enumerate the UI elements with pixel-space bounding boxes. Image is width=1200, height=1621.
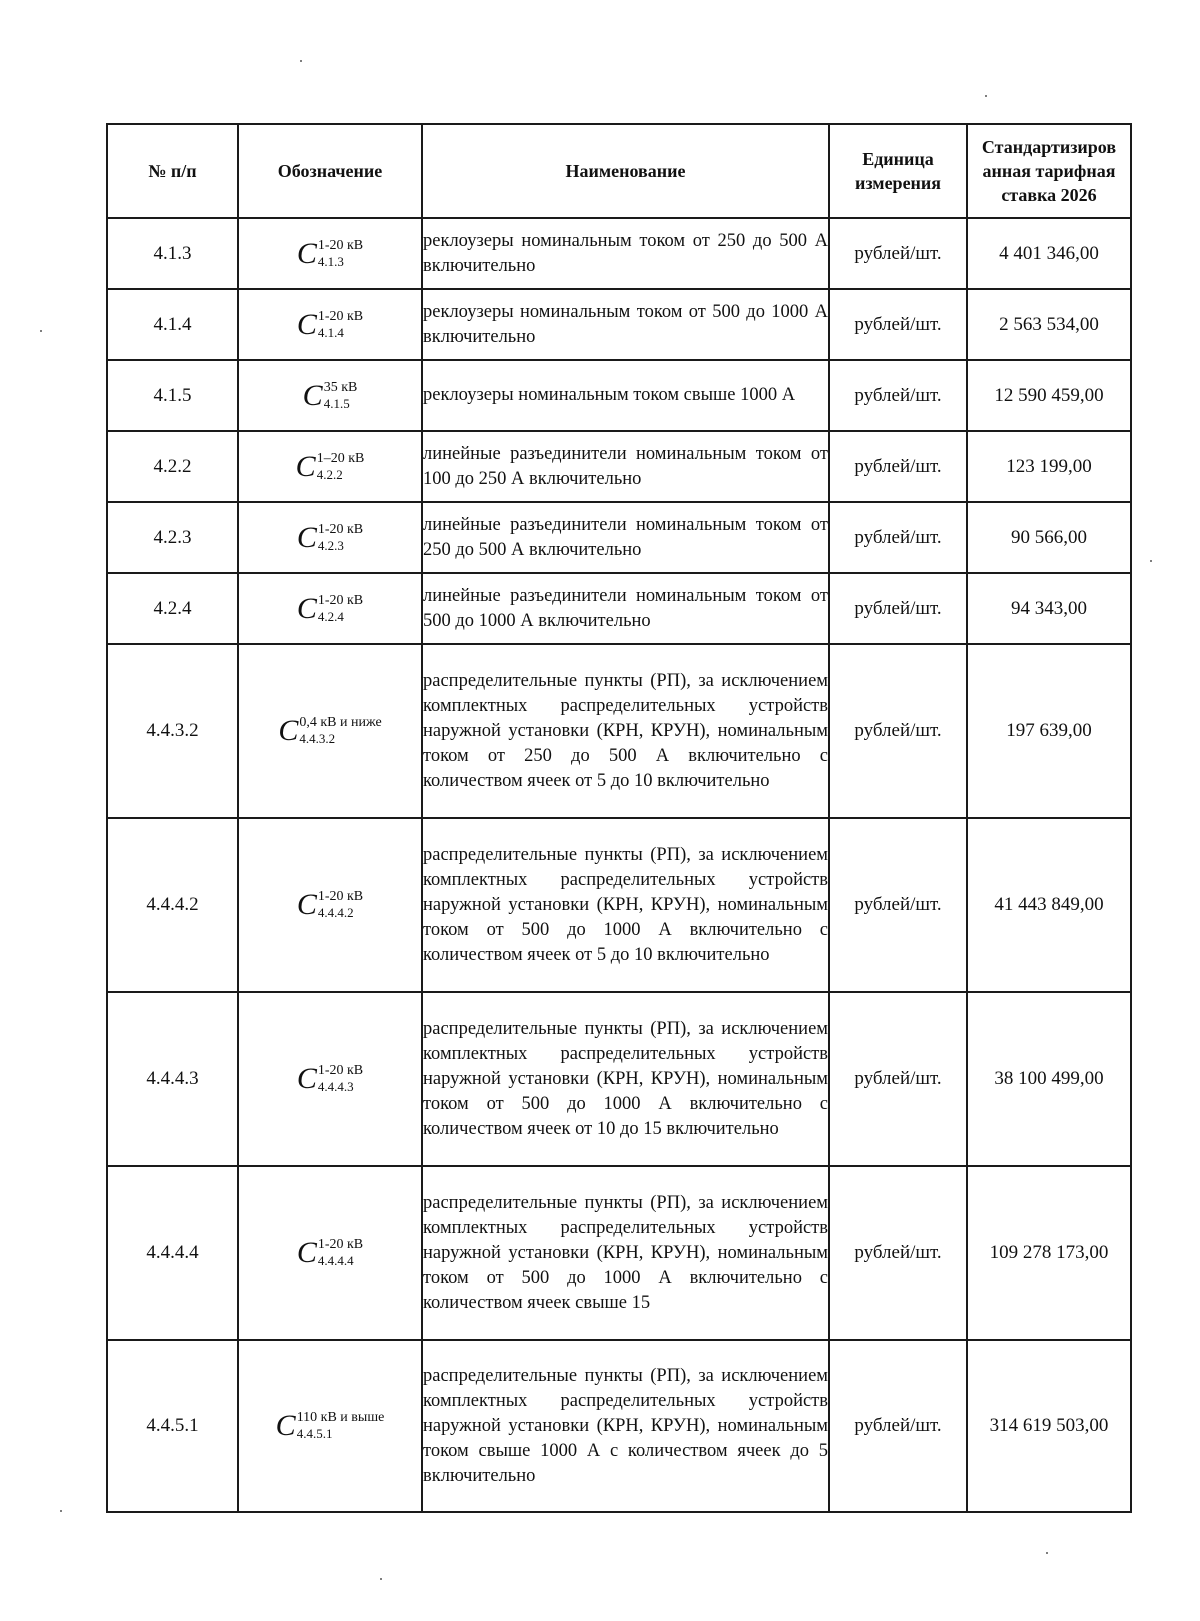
cell-rate: 41 443 849,00 [967, 818, 1131, 992]
cell-name: распределительные пункты (РП), за исключением комплектных распределительных устройств наружной установки (КРН, КРУН), номинальным током свыше 1000 А с количеством ячеек до 5 включительно [422, 1340, 829, 1512]
cell-num: 4.4.5.1 [107, 1340, 238, 1512]
symbol-subscript: 4.1.5 [323, 395, 350, 411]
symbol-letter: C [302, 378, 323, 412]
cell-unit: рублей/шт. [829, 818, 967, 992]
designation-symbol [296, 307, 364, 341]
designation-symbol [278, 716, 381, 746]
cell-code [238, 431, 422, 502]
cell-code [238, 992, 422, 1166]
symbol-superscript: 1-20 кВ [317, 592, 364, 608]
scan-speck [40, 330, 42, 332]
cell-rate: 314 619 503,00 [967, 1340, 1131, 1512]
scan-speck [60, 1510, 62, 1512]
cell-unit: рублей/шт. [829, 431, 967, 502]
symbol-subscript: 4.1.3 [317, 253, 344, 269]
designation-symbol [297, 890, 363, 920]
cell-num: 4.4.4.2 [107, 818, 238, 992]
cell-num: 4.4.4.4 [107, 1166, 238, 1340]
symbol-letter: C [296, 1062, 317, 1095]
cell-num: 4.1.3 [107, 218, 238, 289]
symbol-letter: C [295, 449, 316, 483]
cell-rate: 90 566,00 [967, 502, 1131, 573]
cell-rate: 123 199,00 [967, 431, 1131, 502]
cell-code [238, 289, 422, 360]
cell-unit: рублей/шт. [829, 1340, 967, 1512]
table-row [107, 992, 1131, 1166]
cell-code [238, 644, 422, 818]
symbol-superscript: 1-20 кВ [317, 308, 364, 324]
designation-symbol [296, 520, 364, 554]
designation-symbol [296, 236, 364, 270]
designation-symbol [295, 449, 365, 483]
cell-unit: рублей/шт. [829, 502, 967, 573]
cell-num: 4.2.3 [107, 502, 238, 573]
cell-name: реклоузеры номинальным током свыше 1000 А [422, 360, 829, 431]
cell-rate: 109 278 173,00 [967, 1166, 1131, 1340]
cell-name: линейные разъединители номинальным током от 100 до 250 А включительно [422, 431, 829, 502]
symbol-superscript: 110 кВ и выше [296, 1410, 385, 1425]
cell-num: 4.4.3.2 [107, 644, 238, 818]
symbol-superscript: 0,4 кВ и ниже [299, 715, 382, 730]
cell-num: 4.2.4 [107, 573, 238, 644]
symbol-letter: C [275, 1409, 296, 1442]
table-row [107, 360, 1131, 431]
cell-rate: 38 100 499,00 [967, 992, 1131, 1166]
cell-rate: 4 401 346,00 [967, 218, 1131, 289]
header-num: № п/п [107, 124, 238, 218]
cell-name: линейные разъединители номинальным током от 500 до 1000 А включительно [422, 573, 829, 644]
cell-unit: рублей/шт. [829, 1166, 967, 1340]
symbol-superscript: 1-20 кВ [317, 237, 364, 253]
cell-num: 4.2.2 [107, 431, 238, 502]
scan-speck [380, 1578, 382, 1580]
scan-speck [1150, 560, 1152, 562]
cell-code [238, 1340, 422, 1512]
symbol-subscript: 4.4.5.1 [296, 1426, 333, 1441]
cell-name: реклоузеры номинальным током от 500 до 1000 А включительно [422, 289, 829, 360]
scan-speck [1046, 1552, 1048, 1554]
table-row [107, 502, 1131, 573]
cell-rate: 2 563 534,00 [967, 289, 1131, 360]
cell-unit: рублей/шт. [829, 644, 967, 818]
designation-symbol [297, 1238, 363, 1268]
tariff-table [106, 123, 1132, 1513]
symbol-letter: C [296, 520, 317, 554]
cell-code [238, 1166, 422, 1340]
cell-num: 4.4.4.3 [107, 992, 238, 1166]
table-row [107, 1166, 1131, 1340]
cell-code [238, 218, 422, 289]
table-row [107, 218, 1131, 289]
cell-name: реклоузеры номинальным током от 250 до 500 А включительно [422, 218, 829, 289]
symbol-subscript: 4.4.4.4 [317, 1253, 354, 1268]
cell-name: распределительные пункты (РП), за исключением комплектных распределительных устройств наружной установки (КРН, КРУН), номинальным током от 500 до 1000 А включительно с количеством ячеек от 10 до 15 включительно [422, 992, 829, 1166]
symbol-subscript: 4.4.3.2 [299, 731, 336, 746]
cell-unit: рублей/шт. [829, 992, 967, 1166]
header-name: Наименование [422, 124, 829, 218]
symbol-superscript: 1-20 кВ [317, 1063, 364, 1078]
designation-symbol [302, 378, 358, 412]
table-row [107, 1340, 1131, 1512]
cell-name: распределительные пункты (РП), за исключением комплектных распределительных устройств наружной установки (КРН, КРУН), номинальным током от 250 до 500 А включительно с количеством ячеек от 5 до 10 включительно [422, 644, 829, 818]
header-rate: Стандартизиров анная тарифная ставка 2026 [967, 124, 1131, 218]
cell-name: распределительные пункты (РП), за исключением комплектных распределительных устройств наружной установки (КРН, КРУН), номинальным током от 500 до 1000 А включительно с количеством ячеек от 5 до 10 включительно [422, 818, 829, 992]
symbol-letter: C [296, 236, 317, 270]
designation-symbol [276, 1411, 385, 1441]
cell-unit: рублей/шт. [829, 360, 967, 431]
designation-symbol [296, 591, 364, 625]
symbol-superscript: 1-20 кВ [317, 1237, 364, 1252]
symbol-subscript: 4.1.4 [317, 324, 344, 340]
symbol-superscript: 1-20 кВ [317, 521, 364, 537]
table-row [107, 818, 1131, 992]
table-row [107, 431, 1131, 502]
header-unit: Единица измерения [829, 124, 967, 218]
cell-unit: рублей/шт. [829, 218, 967, 289]
symbol-letter: C [296, 307, 317, 341]
cell-name: распределительные пункты (РП), за исключением комплектных распределительных устройств наружной установки (КРН, КРУН), номинальным током от 500 до 1000 А включительно с количеством ячеек свыше 15 [422, 1166, 829, 1340]
cell-code [238, 502, 422, 573]
cell-num: 4.1.4 [107, 289, 238, 360]
symbol-subscript: 4.2.3 [317, 537, 344, 553]
cell-code [238, 818, 422, 992]
table-row [107, 573, 1131, 644]
cell-rate: 94 343,00 [967, 573, 1131, 644]
symbol-letter: C [296, 1236, 317, 1269]
symbol-letter: C [296, 591, 317, 625]
header-code: Обозначение [238, 124, 422, 218]
table-header-row [107, 124, 1131, 218]
cell-num: 4.1.5 [107, 360, 238, 431]
cell-rate: 12 590 459,00 [967, 360, 1131, 431]
symbol-superscript: 1–20 кВ [316, 450, 365, 466]
symbol-subscript: 4.2.4 [317, 608, 344, 624]
designation-symbol [297, 1064, 363, 1094]
table-row [107, 644, 1131, 818]
symbol-letter: C [278, 714, 299, 747]
scan-speck [300, 60, 302, 62]
cell-unit: рублей/шт. [829, 289, 967, 360]
cell-name: линейные разъединители номинальным током от 250 до 500 А включительно [422, 502, 829, 573]
symbol-superscript: 35 кВ [323, 379, 358, 395]
cell-code [238, 573, 422, 644]
symbol-subscript: 4.2.2 [316, 466, 343, 482]
cell-unit: рублей/шт. [829, 573, 967, 644]
cell-code [238, 360, 422, 431]
symbol-superscript: 1-20 кВ [317, 889, 364, 904]
symbol-subscript: 4.4.4.2 [317, 905, 354, 920]
scan-speck [985, 95, 987, 97]
symbol-letter: C [296, 888, 317, 921]
symbol-subscript: 4.4.4.3 [317, 1079, 354, 1094]
table-row [107, 289, 1131, 360]
cell-rate: 197 639,00 [967, 644, 1131, 818]
